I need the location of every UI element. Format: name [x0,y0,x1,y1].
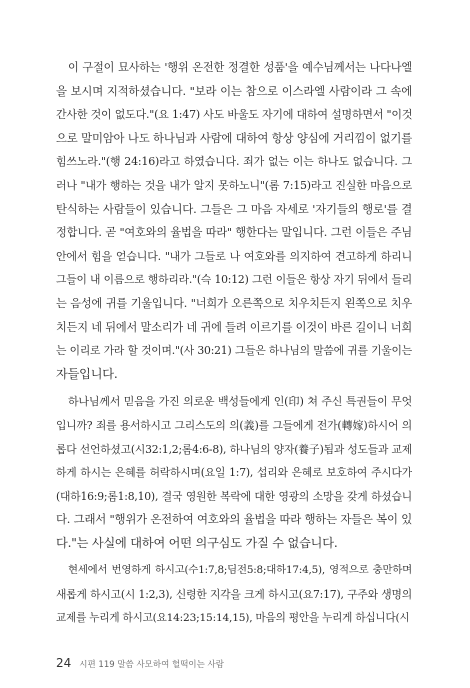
text-line: 는 음성에 귀를 기울입니다. "너희가 오른쪽으로 치우치든지 왼쪽으로 치우 [56,296,412,310]
text-line: 입니까? 죄를 용서하시고 그리스도의 의(義)를 그들에게 전가(轉嫁)하시어 의 [56,418,412,432]
page-number: 24 [56,656,72,670]
paragraph [56,559,412,630]
running-title: 시편 119 말씀 사모하여 헐떡이는 사람 [79,660,224,670]
text-line: 안에서 힘을 얻습니다. "내가 그들로 나 여호와를 의지하여 견고하게 하리니 [56,249,412,263]
text-line: 롭다 선언하셨고(시32:1,2;롬4:6-8), 하나님의 양자(養子)됨과 성도들과 교제 [56,442,412,456]
text-line: 하나님께서 믿음을 가진 의로운 백성들에게 인(印) 쳐 주신 특권들이 무엇 [68,395,412,409]
text-line: 새롭게 하시고(시 1:2,3), 신령한 지각을 크게 하시고(요7:17), 구주와 생명의 [56,588,412,602]
text-line: 이 구절이 묘사하는 '행위 온전한 정결한 성품'을 예수님께서는 나다나엘 [68,61,412,74]
text-line: 현세에서 번영하게 하시고(수1:7,8;딤전5:8;대하17:4,5), 영적으로 충만하며 [68,564,412,577]
text-line: 을 보시며 지적하셨습니다. "보라 이는 참으로 이스라엘 사람이라 그 속에 [56,83,412,98]
text-line: 다. 그래서 "행위가 온전하여 여호와의 율법을 따라 행하는 자들은 복이 있 [56,512,412,527]
text-line: 으로 말미암아 나도 하나님과 사람에 대하여 항상 양심에 거리낌이 없기를 [56,130,412,145]
text-line: (대하16:9;롬1:8,10), 결국 영원한 복락에 대한 영광의 소망을 갖게 하셨습니 [56,489,412,503]
text-line: 정합니다. 곧 "여호와의 율법을 따라" 행한다는 말입니다. 그런 이들은 주님 [56,226,412,240]
text-line: 간사한 것이 없도다."(요 1:47) 사도 바울도 자기에 대하여 설명하면서 "이것 [56,108,412,122]
text-line: 다."는 사실에 대하여 어떤 의구심도 가질 수 없습니다. [56,535,338,550]
text-line: 는 이리로 가라 할 것이며."(사 30:21) 그들은 하나님의 말씀에 귀를 기울이는 [56,344,412,358]
page-footer [56,656,224,670]
text-line: 러나 "내가 행하는 것을 내가 알지 못하노니"(롬 7:15)라고 진실한 마음으로 [56,178,412,192]
text-line: 치든지 네 뒤에서 말소리가 네 귀에 들려 이르기를 이것이 바른 길이니 너희 [56,320,412,334]
paragraph [56,56,412,386]
text-line: 힘쓰노라."(행 24:16)라고 하였습니다. 죄가 없는 이는 하나도 없습니다. 그 [56,155,412,169]
text-line: 하게 하시는 은혜를 허락하시며(요일 1:7), 섭리와 은혜로 보호하여 주시다가 [56,466,412,480]
text-line: 자들입니다. [56,366,118,381]
text-line: 그들이 내 이름으로 행하리라."(슥 10:12) 그런 이들은 항상 자기 뒤에서 들리 [56,273,412,287]
body-text [56,56,412,630]
text-line: 탄식하는 사람들이 있습니다. 그들은 그 마음 자세로 '자기들의 행로'를 결 [56,201,412,216]
text-line: 교제를 누리게 하시고(요14:23;15:14,15), 마음의 평안을 누리게 하십니다(시 [56,611,410,624]
paragraph [56,390,412,555]
